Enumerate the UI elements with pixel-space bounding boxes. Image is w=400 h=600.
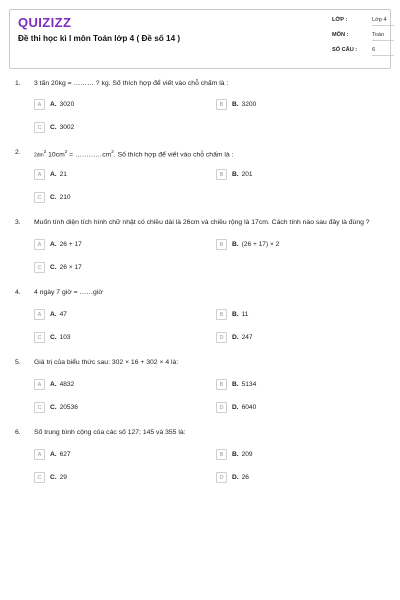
- option-letter-box: D: [216, 402, 227, 413]
- option-c[interactable]: C C. 3002: [34, 122, 74, 133]
- option-a[interactable]: A A. 4832: [34, 379, 74, 390]
- option-letter-box: A: [34, 449, 45, 460]
- option-b[interactable]: B B. (26 + 17) × 2: [216, 239, 279, 250]
- option-c[interactable]: C C. 210: [34, 192, 71, 203]
- option-a[interactable]: A A. 627: [34, 449, 71, 460]
- question-count-label: SỐ CÂU :: [332, 47, 358, 53]
- option-letter-box: C: [34, 472, 45, 483]
- option-letter-box: B: [216, 239, 227, 250]
- question-number: 1.: [15, 80, 21, 87]
- quizizz-logo: QUIZIZZ: [18, 15, 72, 30]
- option-letter-box: B: [216, 99, 227, 110]
- option-letter-box: B: [216, 449, 227, 460]
- option-a[interactable]: A A. 47: [34, 309, 67, 320]
- option-letter-box: C: [34, 402, 45, 413]
- question-text: 4 ngày 7 giờ = ……giờ: [34, 289, 103, 296]
- question-number: 2.: [15, 149, 21, 156]
- grade-value: Lớp 4: [372, 17, 394, 26]
- option-letter-box: A: [34, 309, 45, 320]
- option-c[interactable]: C C. 20536: [34, 402, 78, 413]
- option-b[interactable]: B B. 201: [216, 169, 253, 180]
- page-title: Đề thi học kì I môn Toán lớp 4 ( Đề số 14 ): [18, 34, 181, 43]
- option-a[interactable]: A A. 26 + 17: [34, 239, 82, 250]
- question-number: 4.: [15, 289, 21, 296]
- option-c[interactable]: C C. 29: [34, 472, 67, 483]
- option-d[interactable]: D D. 26: [216, 472, 249, 483]
- option-letter-box: D: [216, 332, 227, 343]
- option-a[interactable]: A A. 3020: [34, 99, 74, 110]
- question-count-value: 6: [372, 47, 394, 56]
- question-number: 5.: [15, 359, 21, 366]
- option-letter-box: A: [34, 169, 45, 180]
- question-number: 3.: [15, 219, 21, 226]
- subject-label: MÔN :: [332, 32, 349, 38]
- question-number: 6.: [15, 429, 21, 436]
- question-text: Giá trị của biểu thức sau: 302 × 16 + 302 × 4 là:: [34, 359, 179, 366]
- worksheet-header: [9, 9, 391, 69]
- question-text: Số trung bình cộng của các số 127; 145 và 355 là:: [34, 429, 186, 436]
- option-letter-box: B: [216, 379, 227, 390]
- option-letter-box: A: [34, 239, 45, 250]
- option-letter-box: C: [34, 332, 45, 343]
- option-a[interactable]: A A. 21: [34, 169, 67, 180]
- option-c[interactable]: C C. 103: [34, 332, 71, 343]
- option-letter-box: B: [216, 169, 227, 180]
- question-text: Muốn tính diện tích hình chữ nhật có chiều dài là 26cm và chiều rộng là 17cm. Cách tính nào sau đây là đúng ?: [34, 219, 370, 226]
- question-text: $2dm^2$ $10cm^2$ = $\dots\dots\dots\dots cm^2$. Số thích hợp để viết vào chỗ chấm là :: [34, 149, 234, 159]
- option-b[interactable]: B B. 11: [216, 309, 248, 320]
- option-d[interactable]: D D. 6040: [216, 402, 256, 413]
- option-c[interactable]: C C. 26 × 17: [34, 262, 82, 273]
- option-letter-box: C: [34, 122, 45, 133]
- option-b[interactable]: B B. 209: [216, 449, 253, 460]
- subject-value: Toán: [372, 32, 394, 41]
- option-letter-box: C: [34, 262, 45, 273]
- option-letter-box: B: [216, 309, 227, 320]
- option-letter-box: D: [216, 472, 227, 483]
- option-letter-box: C: [34, 192, 45, 203]
- option-b[interactable]: B B. 3200: [216, 99, 256, 110]
- option-letter-box: A: [34, 99, 45, 110]
- option-letter-box: A: [34, 379, 45, 390]
- question-text: 3 tấn 20kg = ……… ? kg. Số thích hợp để viết vào chỗ chấm là :: [34, 80, 229, 87]
- option-d[interactable]: D D. 247: [216, 332, 253, 343]
- option-b[interactable]: B B. 5134: [216, 379, 256, 390]
- grade-label: LỚP :: [332, 17, 348, 23]
